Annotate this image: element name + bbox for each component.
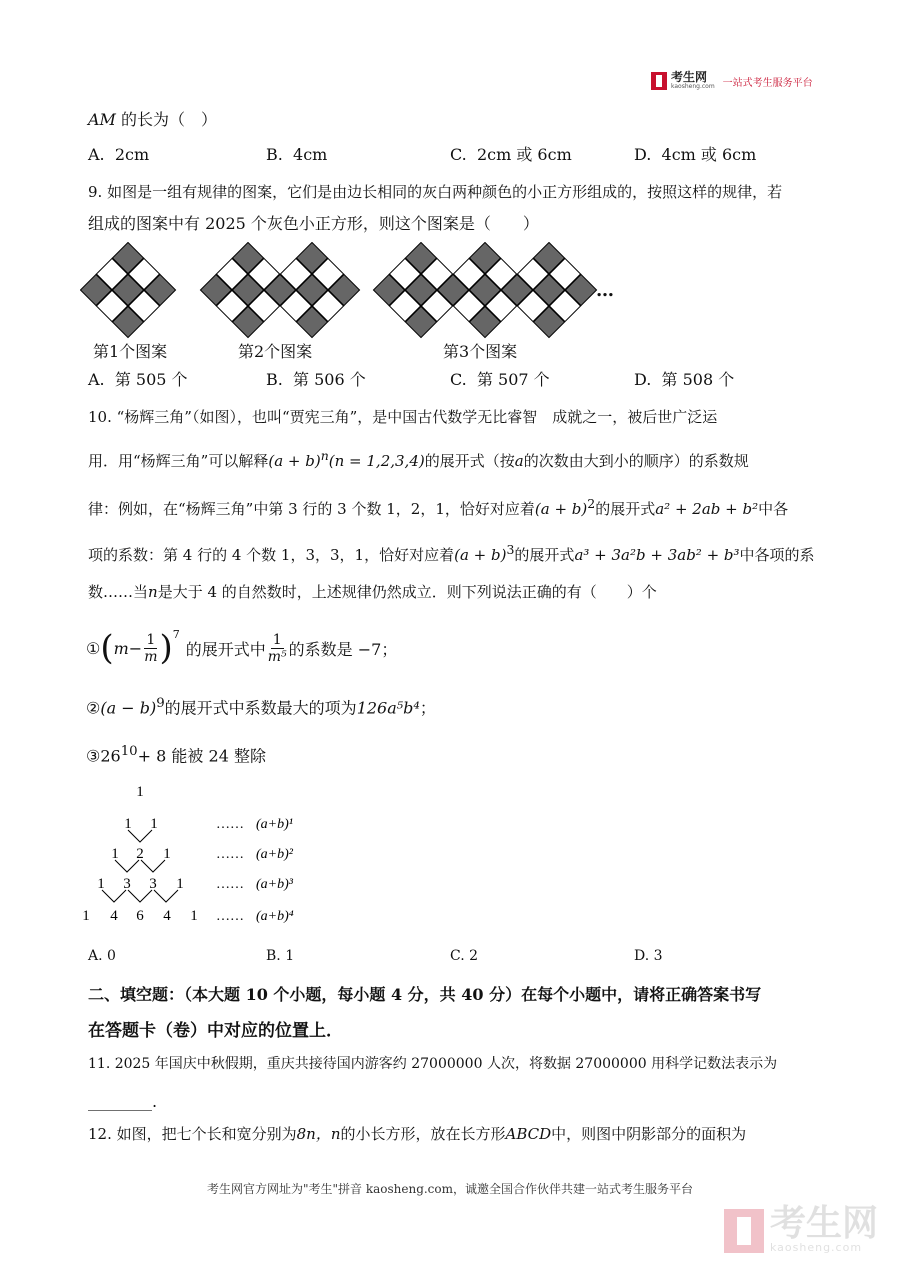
svg-text:……: …… [216, 817, 244, 832]
logo-name: 考生网 [671, 70, 708, 84]
kaosheng-logo-icon [651, 72, 667, 90]
q10-line3: 律：例如，在“杨辉三角”中第 3 行的 3 个数 1，2，1，恰好对应着$(a + b)^2$的展开式a² + 2ab + b²中各 [88, 496, 789, 518]
pattern-ellipsis: … [596, 280, 614, 301]
tri-r3-2: 1 [163, 846, 171, 862]
q9-option-c: C. 第 507 个 [450, 370, 550, 389]
logo-domain: kaosheng.com [671, 83, 715, 90]
tri-r3-0: 1 [111, 846, 119, 862]
watermark-domain: kaosheng.com [769, 1241, 863, 1254]
tri-r5-2: 6 [136, 908, 144, 924]
q10-option-a: A. 0 [88, 948, 116, 964]
tri-r5-1: 4 [110, 908, 118, 924]
q10-option-d: D. 3 [634, 948, 663, 964]
tri-r1-0: 1 [136, 784, 144, 800]
q9-line2: 组成的图案中有 2025 个灰色小正方形，则这个图案是（ ） [88, 214, 539, 233]
q9-line1: 9. 如图是一组有规律的图案，它们是由边长相同的灰白两种颜色的小正方形组成的，按照这样的规律，若 [88, 183, 783, 201]
svg-text:……: …… [216, 847, 244, 862]
yanghui-triangle [78, 778, 318, 933]
tri-label-1: (a+b)¹ [256, 817, 293, 832]
q10-option-c: C. 2 [450, 948, 479, 964]
q8-option-a: A. 2cm [88, 145, 150, 164]
q8-option-d: D. 4cm 或 6cm [634, 145, 757, 164]
logo-slogan: 一站式考生服务平台 [722, 77, 813, 89]
q10-line5: 数……当n是大于 4 的自然数时，上述规律仍然成立．则下列说法正确的有（ ）个 [88, 583, 657, 601]
q10-line2: 用．用“杨辉三角”可以解释$(a + b)^n(n = 1,2,3,4)$的展开式（按a的次数由大到小的顺序）的系数规 [88, 448, 749, 470]
tri-r5-4: 1 [190, 908, 198, 924]
pattern-caption-2: 第2个图案 [238, 342, 313, 361]
tri-r4-2: 3 [149, 876, 157, 892]
q10-option-b: B. 1 [266, 948, 295, 964]
tri-r5-3: 4 [163, 908, 171, 924]
q12-line1: 12. 如图，把七个长和宽分别为8n，n的小长方形，放在长方形ABCD中，则图中阴影部分的面积为 [88, 1125, 747, 1143]
tri-label-3: (a+b)³ [256, 877, 293, 892]
q9-option-d: D. 第 508 个 [634, 370, 735, 389]
q11-answer-blank: ________. [88, 1092, 158, 1111]
q10-line1: 10. “杨辉三角”（如图），也叫“贾宪三角”，是中国古代数学无比睿智 成就之一，被后世广泛运 [88, 408, 718, 426]
pattern-2 [200, 242, 359, 337]
tri-label-2: (a+b)² [256, 847, 293, 862]
watermark-name: 考生网 [769, 1203, 878, 1244]
q9-option-b: B. 第 506 个 [266, 370, 366, 389]
tri-r3-1: 2 [136, 846, 144, 862]
page-footer: 考生网官方网址为"考生"拼音 kaosheng.com，诚邀全国合作伙伴共建一站式考生服务平台 [206, 1182, 694, 1196]
tri-r5-0: 1 [82, 908, 90, 924]
svg-text:……: …… [216, 909, 244, 924]
tri-r4-1: 3 [123, 876, 131, 892]
tri-r4-0: 1 [97, 876, 105, 892]
pattern-caption-1: 第1个图案 [93, 342, 168, 361]
tri-r2-0: 1 [124, 816, 132, 832]
q9-option-a: A. 第 505 个 [88, 370, 188, 389]
watermark-logo-icon [724, 1209, 764, 1253]
q10-statement-3: $③26^{10}+ 8$ 能被 24 整除 [86, 744, 266, 766]
tri-r4-3: 1 [176, 876, 184, 892]
q10-line4: 项的系数：第 4 行的 4 个数 1，3，3，1，恰好对应着$(a + b)^3$的展开式a³ + 3a²b + 3ab² + b³中各项的系 [88, 542, 815, 564]
header-logo [651, 72, 813, 90]
q8-option-b: B. 4cm [266, 145, 328, 164]
q10-statement-1: ① ( m − $\frac{1}{m}$ ) $^7$ 的展开式中 $\frac{1}{\text{m⁵}}$ 的系数是 −7； [86, 628, 398, 668]
section-2-heading-line1: 二、填空题：（本大题 10 个小题，每小题 4 分，共 40 分）在每个小题中，请将正确答案书写 [88, 985, 762, 1004]
q11-line1: 11. 2025 年国庆中秋假期，重庆共接待国内游客约 27000000 人次，将数据 27000000 用科学记数法表示为 [88, 1056, 778, 1072]
svg-text:……: …… [216, 877, 244, 892]
pattern-caption-3: 第3个图案 [443, 342, 518, 361]
pattern-1 [80, 242, 175, 337]
q9-pattern-figures [80, 242, 640, 342]
q8-option-c: C. 2cm 或 6cm [450, 145, 572, 164]
kaosheng-watermark [724, 1203, 878, 1254]
q8-stem: AM 的长为（ ） [88, 110, 218, 129]
q10-statement-2: ②(a − b)$^9$的展开式中系数最大的项为126a⁵b⁴； [86, 696, 436, 718]
tri-label-4: (a+b)⁴ [256, 909, 294, 924]
pattern-3 [373, 242, 596, 337]
section-2-heading-line2: 在答题卡（卷）中对应的位置上． [88, 1021, 343, 1041]
tri-r2-1: 1 [150, 816, 158, 832]
